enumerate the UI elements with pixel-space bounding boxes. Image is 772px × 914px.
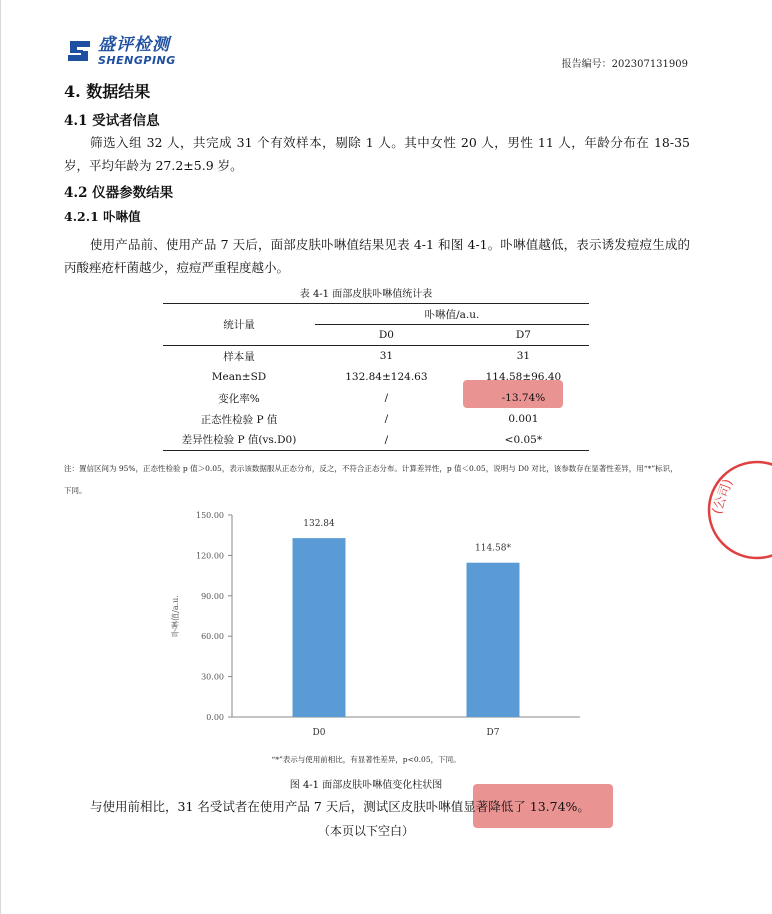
bar xyxy=(467,563,520,717)
row-label: Mean±SD xyxy=(211,371,267,383)
row-label: 差异性检验 P 值(vs.D0) xyxy=(163,430,315,451)
table-header-stat: 统计量 xyxy=(163,304,315,346)
y-tick-label: 150.00 xyxy=(196,511,224,520)
row-d0: / xyxy=(384,392,389,404)
x-tick-label: D0 xyxy=(312,728,326,738)
row-d0: / xyxy=(315,430,458,451)
bar-data-label: 132.84 xyxy=(303,519,335,530)
subsection-4-2-title: 4.2 仪器参数结果 xyxy=(64,185,174,201)
logo-icon xyxy=(66,38,94,64)
row-label: 正态性检验 P 值 xyxy=(200,413,278,426)
row-d7: 0.001 xyxy=(508,413,539,425)
row-d0: / xyxy=(384,413,389,425)
row-d7: 114.58±96.40 xyxy=(485,371,562,383)
subsection-4-2-1-title: 4.2.1 卟啉值 xyxy=(64,209,141,224)
subsection-4-1-title: 4.1 受试者信息 xyxy=(64,113,160,129)
bar-data-label: 114.58* xyxy=(475,543,511,554)
row-d0: 132.84±124.63 xyxy=(345,371,428,383)
company-logo xyxy=(66,36,176,66)
table-row xyxy=(163,346,589,367)
y-tick-label: 30.00 xyxy=(201,672,224,682)
row-d7: 31 xyxy=(516,350,531,363)
figure-caption: 图 4-1 面部皮肤卟啉值变化柱状图 xyxy=(289,780,443,791)
table-row xyxy=(163,367,589,388)
bar xyxy=(293,538,346,717)
footnote-line-2: 下同。 xyxy=(64,486,87,495)
footnote-line-1: 注：置信区间为 95%，正态性检验 p 值＞0.05，表示该数据服从正态分布，反之，不符合正态分布。计算差异性，p 值＜0.05，说明与 D0 对比，该参数存在显著性差异，用“*”标识， xyxy=(64,464,678,473)
report-number: 报告编号：202307131909 xyxy=(561,59,688,70)
porphyrin-bar-chart xyxy=(150,505,610,750)
table-header-d7: D7 xyxy=(458,325,589,346)
table-caption: 表 4-1 面部皮肤卟啉值统计表 xyxy=(299,289,433,300)
y-tick-label: 60.00 xyxy=(201,632,224,642)
y-tick-label: 90.00 xyxy=(201,591,224,601)
table-footnote xyxy=(64,458,694,502)
chart-significance-note: “*”表示与使用前相比，有显著性差异，p<0.05，下同。 xyxy=(271,755,461,764)
row-d0: 31 xyxy=(379,350,394,363)
table-header-group: 卟啉值/a.u. xyxy=(315,304,589,325)
porphyrin-intro-paragraph: 使用产品前、使用产品 7 天后，面部皮肤卟啉值结果见表 4-1 和图 4-1。卟啉值越低，表示诱发痘痘生成的丙酸痤疮杆菌越少，痘痘严重程度越小。 xyxy=(64,237,690,275)
y-tick-label: 0.00 xyxy=(206,713,224,722)
table-header-d0: D0 xyxy=(315,325,458,346)
row-label: 变化率% xyxy=(218,392,260,405)
row-d7: -13.74% xyxy=(501,392,546,404)
table-row xyxy=(163,388,589,409)
y-tick-label: 120.00 xyxy=(196,551,224,561)
logo-en-text: SHENGPING xyxy=(98,53,176,67)
table-row xyxy=(163,409,589,430)
logo-cn-text: 盛评检测 xyxy=(98,34,170,55)
company-seal xyxy=(702,455,772,565)
table-row xyxy=(163,430,589,451)
row-label: 样本量 xyxy=(223,350,255,363)
porphyrin-stats-table xyxy=(163,303,589,451)
subject-info-paragraph: 筛选入组 32 人，共完成 31 个有效样本，剔除 1 人。其中女性 20 人，男性 11 人，年龄分布在 18-35 岁，平均年龄为 27.2±5.9 岁。 xyxy=(64,135,690,173)
conclusion-paragraph: 与使用前相比，31 名受试者在使用产品 7 天后，测试区皮肤卟啉值显著降低了 13.74%。 xyxy=(90,799,590,814)
y-axis-label: 卟啉值/a.u. xyxy=(171,595,180,637)
blank-below-note: （本页以下空白） xyxy=(317,824,414,838)
x-tick-label: D7 xyxy=(486,728,500,738)
section-title: 4. 数据结果 xyxy=(64,82,151,101)
row-d7: <0.05* xyxy=(458,430,589,451)
svg-text:(公司): (公司) xyxy=(709,477,737,517)
